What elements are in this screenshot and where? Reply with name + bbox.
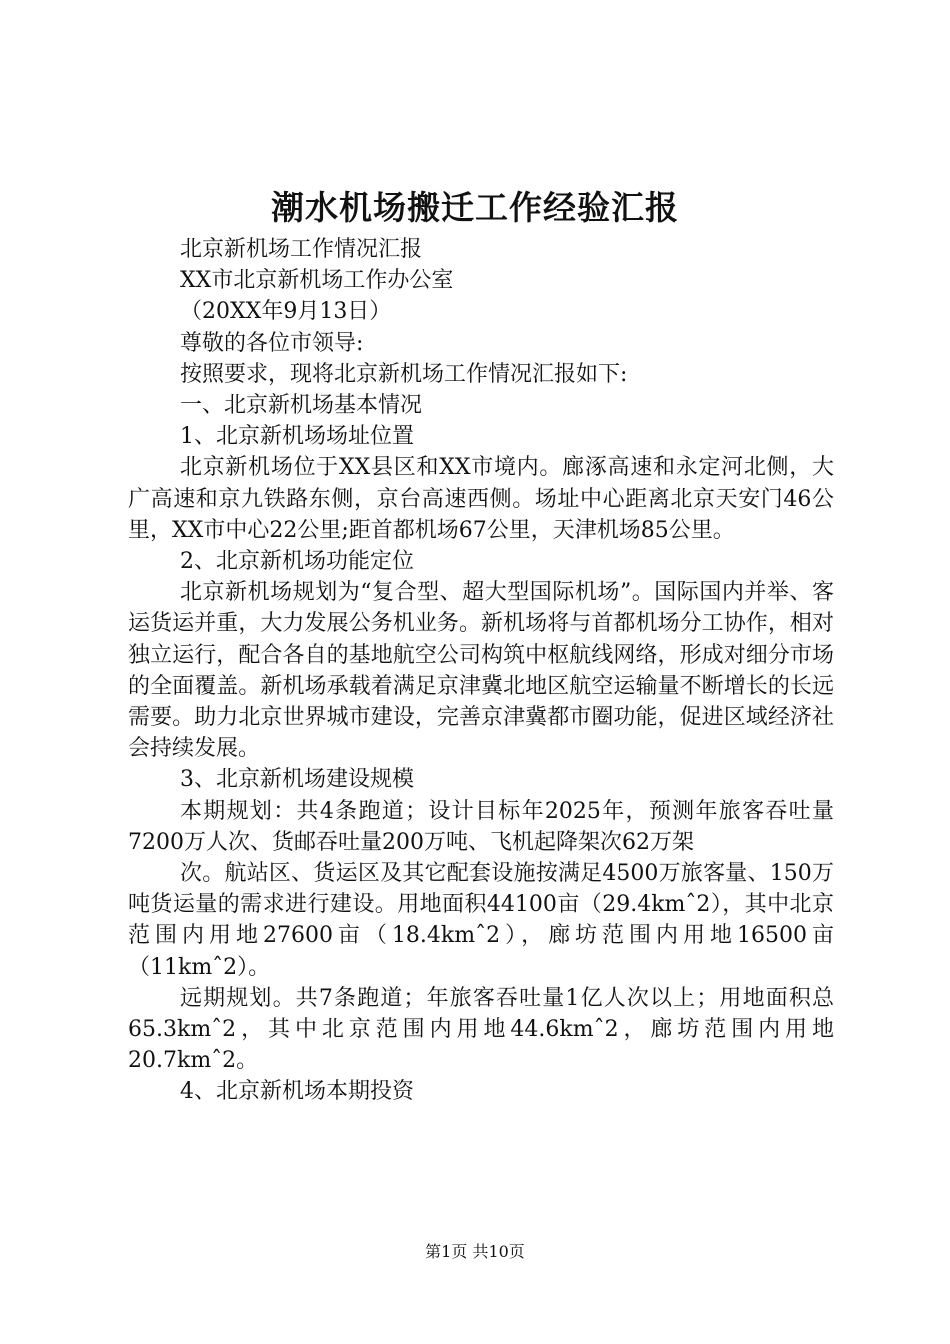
document-title: 潮水机场搬迁工作经验汇报 [271,188,679,227]
paragraph-phase-plan-continued: 次。航站区、货运区及其它配套设施按满足4500万旅客量、150万吨货运量的需求进行建设。用地面积44100亩（29.4kmˆ2），其中北京范围内用地27600亩（18.4kmˆ2），廊坊范围内用地16500亩（11kmˆ2）。 [128,861,834,980]
subsection-heading-scale: 3、北京新机场建设规模 [180,767,414,793]
report-subtitle: 北京新机场工作情况汇报 [180,237,423,262]
subsection-heading-location: 1、北京新机场场址位置 [180,424,414,450]
page-footer: 第1页 共10页 [425,1242,525,1261]
document-body [128,234,834,1108]
paragraph-phase-plan: 本期规划：共4条跑道；设计目标年2025年，预测年旅客吞吐量7200万人次、货邮吞吐量200万吨、飞机起降架次62万架 [128,798,834,855]
subsection-heading-investment: 4、北京新机场本期投资 [180,1079,414,1105]
paragraph-long-term-plan: 远期规划。共7条跑道；年旅客吞吐量1亿人次以上；用地面积总65.3kmˆ2，其中北京范围内用地44.6kmˆ2，廊坊范围内用地20.7kmˆ2。 [128,985,834,1074]
report-issuer: XX市北京新机场工作办公室 [180,268,454,294]
paragraph-function: 北京新机场规划为“复合型、超大型国际机场”。国际国内并举、客运货运并重，大力发展公务机业务。新机场将与首都机场分工协作，相对独立运行，配合各自的基地航空公司构筑中枢航线网络，形成对细分市场的全面覆盖。新机场承载着满足京津冀北地区航空运输量不断增长的长远需要。助力北京世界城市建设，完善京津冀都市圈功能，促进区域经济社会持续发展。 [128,580,834,762]
subsection-heading-function: 2、北京新机场功能定位 [180,549,414,575]
intro-paragraph: 按照要求，现将北京新机场工作情况汇报如下: [180,361,628,387]
paragraph-location: 北京新机场位于XX县区和XX市境内。廊涿高速和永定河北侧，大广高速和京九铁路东侧，京台高速西侧。场址中心距离北京天安门46公里，XX市中心22公里;距首都机场67公里，天津机场85公里。 [128,455,834,543]
salutation: 尊敬的各位市领导: [180,330,364,356]
report-date: （20XX年9月13日） [180,299,392,325]
section-heading-1: 一、北京新机场基本情况 [180,393,423,419]
